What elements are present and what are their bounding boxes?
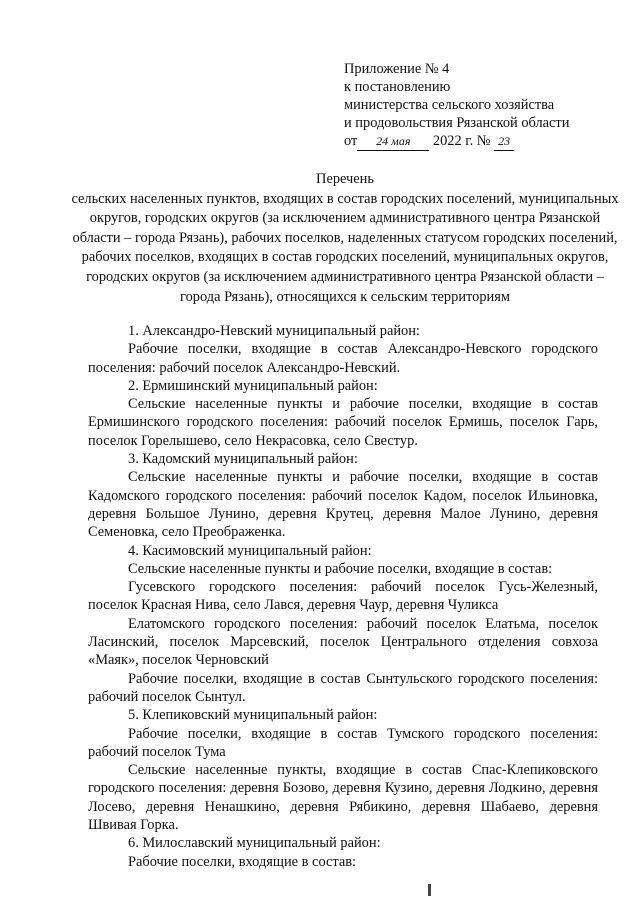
paragraph: Елатомского городского поселения: рабочий поселок Елатьма, поселок Ласинский, поселок Марсевский, поселок Центрального отделения совхоза «Маяк», поселок Черновский bbox=[88, 615, 598, 669]
paragraph: Рабочие поселки, входящие в состав Тумского городского поселения: рабочий поселок Тума bbox=[88, 725, 598, 760]
appendix-date-line bbox=[344, 132, 569, 151]
date-prefix: от bbox=[344, 133, 358, 149]
title-text: сельских населенных пунктов, входящих в состав городских поселений, муниципальных округов, городских округов (за исключением административного центра Рязанской области – города Рязань), рабочих поселков, наделенных статусом городских поселений, рабочих поселков, входящих в состав городских поселений, муниципальных округов, городских округов (за исключением административного центра Рязанской области – города Рязань), относящихся к сельским территориям bbox=[71, 190, 619, 305]
handwritten-date: 24 мая bbox=[357, 132, 429, 151]
paragraph: 5. Клепиковский муниципальный район: bbox=[128, 707, 378, 724]
paragraph: 1. Александро-Невский муниципальный район: bbox=[128, 323, 420, 339]
document-title bbox=[70, 170, 620, 307]
paragraph: 2. Ермишинский муниципальный район: bbox=[128, 377, 378, 394]
paragraph: Рабочие поселки, входящие в состав Александро-Невского городского поселения: рабочий поселок Александро-Невский. bbox=[88, 341, 598, 376]
appendix-line-2: к постановлению bbox=[344, 79, 451, 95]
paragraph: Сельские населенные пункты и рабочие поселки, входящие в состав: bbox=[128, 560, 553, 577]
paragraph: Гусевского городского поселения: рабочий поселок Гусь-Железный, поселок Красная Нива, село Лався, деревня Чаур, деревня Чуликса bbox=[88, 579, 598, 614]
appendix-line-4: и продовольствия Рязанской области bbox=[344, 115, 570, 131]
handwritten-number: 23 bbox=[494, 132, 514, 151]
paragraph: Сельские населенные пункты, входящие в состав Спас-Клепиковского городского поселения: деревня Бозово, деревня Кузино, деревня Лодкино, деревня Лосево, деревня Ненашкино, деревня Рябикино, деревня Шабаево, деревня Швивая Горка. bbox=[88, 762, 598, 834]
appendix-line-3: министерства сельского хозяйства bbox=[344, 97, 555, 113]
appendix-header bbox=[344, 60, 569, 151]
paragraph: 6. Милославский муниципальный район: bbox=[128, 835, 381, 852]
paragraph: Сельские населенные пункты и рабочие поселки, входящие в состав Ермишинского городского поселения: рабочий поселок Ермишь, поселок Гарь, поселок Горелышево, село Некрасовка, село Свестур. bbox=[88, 396, 598, 449]
paragraph: Сельские населенные пункты и рабочие поселки, входящие в состав Кадомского городского поселения: рабочий поселок Кадом, поселок Ильиновка, деревня Большое Лунино, деревня Крутец, деревня Малое Лунино, деревня Семеновка, село Преображенка. bbox=[88, 469, 598, 541]
scan-mark bbox=[428, 884, 431, 896]
paragraph: Рабочие поселки, входящие в состав Сынтульского городского поселения: рабочий поселок Сынтул. bbox=[88, 670, 598, 705]
paragraph: Рабочие поселки, входящие в состав: bbox=[128, 853, 357, 870]
document-body bbox=[88, 322, 598, 871]
title-heading: Перечень bbox=[316, 171, 374, 187]
date-year: 2022 г. № bbox=[432, 133, 491, 149]
paragraph: 3. Кадомский муниципальный район: bbox=[128, 451, 358, 468]
appendix-line-1: Приложение № 4 bbox=[344, 61, 450, 77]
paragraph: 4. Касимовский муниципальный район: bbox=[128, 542, 372, 559]
